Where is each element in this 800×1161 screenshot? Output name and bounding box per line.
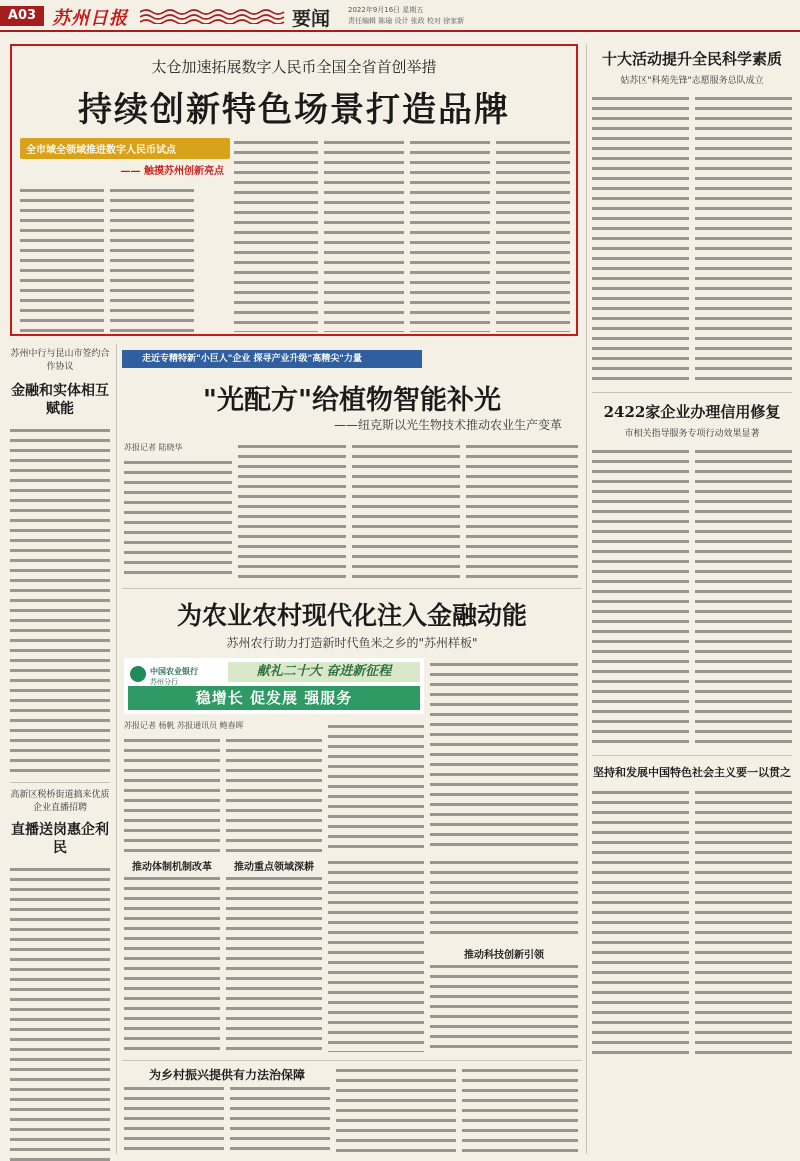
left-story1-kicker: 苏州中行与昆山市签约合作协议 xyxy=(10,349,110,372)
lead-story-box xyxy=(10,44,578,336)
abc-bank-name: 中国农业银行 xyxy=(150,667,198,676)
left-story1-body xyxy=(10,426,110,776)
center-col-4 xyxy=(466,442,578,580)
lower-col-1 xyxy=(124,736,220,852)
lower-headline: 为农业农村现代化注入金融动能 xyxy=(176,601,527,630)
center-subhead: ——纽克斯以光生物技术推动农业生产变革 xyxy=(333,418,562,432)
lead-kicker: 太仓加速拓展数字人民币全国全省首创举措 xyxy=(151,58,437,76)
wave-ornament xyxy=(140,8,285,24)
section-title: 要闻 xyxy=(292,8,331,30)
right-story3-title: 坚持和发展中国特色社会主义要一以贯之 xyxy=(593,766,791,779)
lower-col-8 xyxy=(430,858,578,940)
center-byline: 苏报记者 陆晓华 xyxy=(124,443,183,452)
right-story1-col-2 xyxy=(695,94,792,384)
left-story1-title: 金融和实体相互赋能 xyxy=(11,383,109,417)
lower-col-7 xyxy=(328,858,424,1052)
abc-banner xyxy=(124,658,424,714)
paper-name: 苏州日报 xyxy=(52,8,128,29)
sub-head-2: 推动重点领域深耕 xyxy=(234,862,314,873)
right-story3-col-2 xyxy=(695,788,792,1058)
badge-line1: 全市域全领域推进数字人民币试点 xyxy=(20,138,230,159)
abc-bank-sub: 苏州分行 xyxy=(150,678,178,686)
center-col-2 xyxy=(238,442,346,580)
left-story2-title: 直播送岗惠企利民 xyxy=(11,822,109,856)
abc-logo-icon xyxy=(130,666,146,682)
page-code: A03 xyxy=(0,6,44,26)
center-headline: "光配方"给植物智能补光 xyxy=(202,385,502,416)
lower-byline: 苏报记者 杨帆 苏报通讯员 鲍春晖 xyxy=(124,721,244,730)
badge-line2: —— 触摸苏州创新亮点 xyxy=(120,166,224,177)
right-story2-col-1 xyxy=(592,447,689,747)
lead-headline: 持续创新特色场景打造品牌 xyxy=(78,90,510,130)
bottom-title: 为乡村振兴提供有力法治保障 xyxy=(148,1068,305,1082)
left-column xyxy=(10,344,110,1154)
lead-col-1 xyxy=(20,186,104,332)
bottom-col-2 xyxy=(230,1084,330,1156)
bottom-col-4 xyxy=(462,1066,578,1156)
lower-col-2 xyxy=(226,736,322,852)
lead-badge xyxy=(20,138,230,180)
lower-col-3 xyxy=(328,722,424,852)
lead-col-4 xyxy=(324,138,404,332)
right-story2-col-2 xyxy=(695,447,792,747)
lower-col-6 xyxy=(226,874,322,1052)
masthead xyxy=(0,0,800,30)
right-story1-sub: 姑苏区"科苑先锋"志愿服务总队成立 xyxy=(620,76,764,86)
abc-slogan-1: 献礼二十大 奋进新征程 xyxy=(228,662,420,682)
lower-subhead: 苏州农行助力打造新时代鱼米之乡的"苏州样板" xyxy=(226,636,478,650)
sub-head-1: 推动体制机制改革 xyxy=(132,862,212,873)
center-banner: 走近专精特新"小巨人"企业 探寻产业升级"高精尖"力量 xyxy=(122,350,422,368)
editors-line: 责任编辑 陈瑜 设计 张政 校对 徐家新 xyxy=(348,17,465,25)
left-story2-body xyxy=(10,865,110,1161)
sub-head-3: 推动科技创新引领 xyxy=(464,950,544,961)
date-line: 2022年9月16日 星期五 xyxy=(348,6,424,14)
lead-col-3 xyxy=(234,138,318,332)
bottom-col-1 xyxy=(124,1084,224,1156)
center-col-1 xyxy=(124,458,232,580)
lead-col-5 xyxy=(410,138,490,332)
abc-slogan-2: 稳增长 促发展 强服务 xyxy=(128,686,420,710)
right-story2-title: 2422家企业办理信用修复 xyxy=(603,403,781,421)
lower-col-9 xyxy=(430,962,578,1052)
right-column xyxy=(592,44,792,1156)
lower-col-5 xyxy=(124,874,220,1052)
left-story2-kicker: 高新区税桥街道搞来优质企业直播招聘 xyxy=(10,790,110,813)
right-story3-col-1 xyxy=(592,788,689,1058)
lead-col-2 xyxy=(110,186,194,332)
center-col-3 xyxy=(352,442,460,580)
bottom-col-3 xyxy=(336,1066,456,1156)
right-story2-sub: 市相关指导服务专项行动效果显著 xyxy=(624,429,760,439)
lead-col-6 xyxy=(496,138,570,332)
right-story1-title: 十大活动提升全民科学素质 xyxy=(601,50,782,68)
right-story1-col-1 xyxy=(592,94,689,384)
lower-col-4 xyxy=(430,660,578,852)
